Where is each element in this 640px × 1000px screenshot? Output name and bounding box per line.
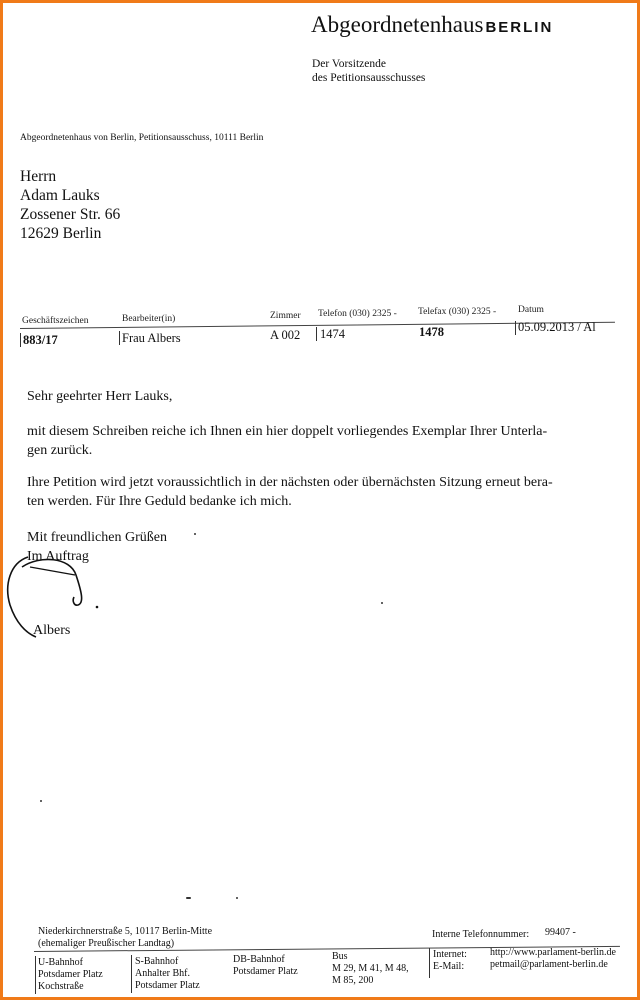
recipient-name: Adam Lauks <box>20 187 100 204</box>
scan-speck <box>236 897 238 899</box>
footer-bus-2: M 85, 200 <box>332 975 374 986</box>
scan-speck <box>186 897 191 899</box>
footer-db-title: DB-Bahnhof <box>233 954 285 965</box>
ref-label-phone: Telefon (030) 2325 - <box>318 309 397 319</box>
ref-value-clerk: Frau Albers <box>122 331 181 345</box>
recipient-salutation: Herrn <box>20 168 57 185</box>
paragraph-1-line-2: gen zurück. <box>27 443 93 458</box>
ref-value-file: 883/17 <box>23 333 58 347</box>
recipient-street: Zossener Str. 66 <box>20 206 121 223</box>
footer-email-link[interactable]: petmail@parlament-berlin.de <box>490 959 608 970</box>
footer-ubahn-2: Kochstraße <box>38 981 84 992</box>
footer-sbahn-1: Anhalter Bhf. <box>135 968 190 979</box>
footer-address-1: Niederkirchnerstraße 5, 10117 Berlin-Mitte <box>38 926 213 937</box>
scan-speck <box>381 602 383 604</box>
footer-tick <box>35 956 36 994</box>
closing: Mit freundlichen Grüßen <box>27 530 167 545</box>
footer-bus-title: Bus <box>332 951 348 962</box>
recipient-address <box>20 167 120 243</box>
ref-label-room: Zimmer <box>270 311 301 321</box>
footer-internet-link[interactable]: http://www.parlament-berlin.de <box>490 947 616 958</box>
footer-internal-phone-value: 99407 - <box>545 927 576 938</box>
letterhead-role-2: des Petitionsausschusses <box>312 72 426 84</box>
footer-email-label: E-Mail: <box>433 961 465 972</box>
signature <box>0 545 120 645</box>
letterhead <box>311 12 553 38</box>
footer-address-2: (ehemaliger Preußischer Landtag) <box>38 938 175 949</box>
letterhead-name: Abgeordnetenhaus <box>311 12 484 37</box>
ref-value-phone: 1474 <box>320 327 345 341</box>
scan-speck <box>194 533 196 535</box>
footer-tick <box>131 955 132 993</box>
ref-label-fax: Telefax (030) 2325 - <box>418 307 497 317</box>
ref-label-clerk: Bearbeiter(in) <box>122 314 176 324</box>
letterhead-city: BERLIN <box>485 19 554 36</box>
footer-db-1: Potsdamer Platz <box>233 966 298 977</box>
footer-sbahn-title: S-Bahnhof <box>135 956 179 967</box>
ref-value-date: 05.09.2013 / Al <box>518 320 596 334</box>
ref-tick <box>515 321 516 335</box>
signer-name: Albers <box>33 623 71 638</box>
sender-line: Abgeordnetenhaus von Berlin, Petitionsausschuss, 10111 Berlin <box>20 133 264 143</box>
footer-internal-phone-label: Interne Telefonnummer: <box>432 929 530 940</box>
recipient-city: 12629 Berlin <box>20 225 102 242</box>
ref-tick <box>316 327 317 341</box>
footer-ubahn-title: U-Bahnhof <box>38 957 83 968</box>
paragraph-1-line-1: mit diesem Schreiben reiche ich Ihnen ein hier doppelt vorliegendes Exemplar Ihrer Unterla- <box>27 424 548 439</box>
ref-label-file: Geschäftszeichen <box>22 316 89 326</box>
letterhead-role-1: Der Vorsitzende <box>312 58 386 70</box>
scan-speck <box>40 800 42 802</box>
ref-tick <box>119 331 120 345</box>
footer-ubahn-1: Potsdamer Platz <box>38 969 103 980</box>
ref-value-room: A 002 <box>270 328 301 342</box>
footer-internet-label: Internet: <box>433 949 467 960</box>
paragraph-2-line-1: Ihre Petition wird jetzt voraussichtlich in der nächsten oder übernächsten Sitzung erneut bera- <box>27 475 553 490</box>
footer-tick <box>429 948 430 978</box>
ref-tick <box>20 333 21 347</box>
ref-label-date: Datum <box>518 305 544 315</box>
greeting: Sehr geehrter Herr Lauks, <box>27 389 173 404</box>
footer-bus-1: M 29, M 41, M 48, <box>332 963 409 974</box>
ref-value-fax: 1478 <box>419 325 444 339</box>
im-auftrag: Im Auftrag <box>27 549 89 564</box>
paragraph-2-line-2: ten werden. Für Ihre Geduld bedanke ich mich. <box>27 494 292 509</box>
footer-sbahn-2: Potsdamer Platz <box>135 980 200 991</box>
